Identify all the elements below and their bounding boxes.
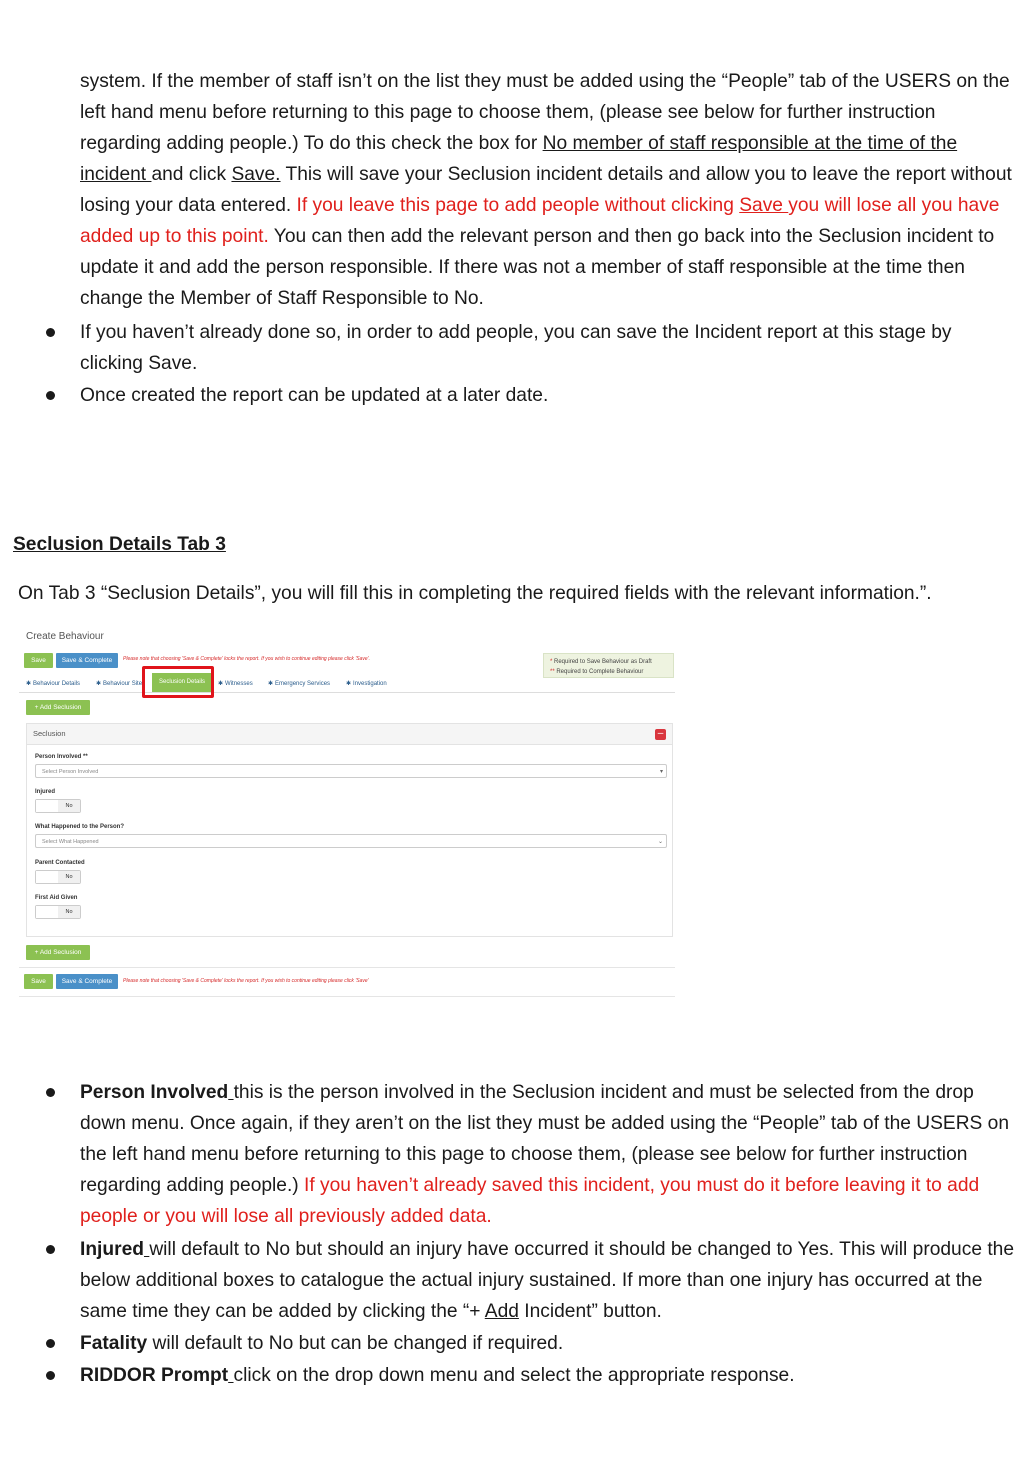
- save-complete-button-bottom[interactable]: Save & Complete: [56, 974, 118, 989]
- chevron-down-icon: ⌄: [657, 839, 663, 845]
- legend-mark: *: [550, 659, 553, 665]
- text-run: click on the drop down menu and select the appropriate response.: [233, 1365, 795, 1386]
- first-aid-label: First Aid Given: [35, 895, 78, 901]
- add-seclusion-button-bottom[interactable]: + Add Seclusion: [26, 945, 90, 960]
- parent-contacted-label: Parent Contacted: [35, 860, 85, 866]
- form-title: Create Behaviour: [26, 631, 104, 642]
- section-heading: Seclusion Details Tab 3: [13, 534, 226, 555]
- tab-investigation[interactable]: ✱ Investigation: [346, 681, 387, 687]
- first-aid-toggle[interactable]: [35, 905, 81, 919]
- text-run: If you haven’t already saved this incident, you must do it before leaving it to add people or you will lose all previously added data.: [80, 1175, 980, 1227]
- what-happened-label: What Happened to the Person?: [35, 824, 125, 830]
- tab-behaviour-site[interactable]: ✱ Behaviour Site: [96, 681, 143, 687]
- text-run: Save.: [231, 164, 281, 185]
- add-seclusion-button[interactable]: + Add Seclusion: [26, 700, 90, 715]
- divider: [19, 967, 675, 968]
- text-run: you will lose all you have added up to this point.: [80, 195, 1000, 247]
- bullet-person-involved: [80, 1077, 1015, 1232]
- what-happened-placeholder: Select What Happened: [42, 839, 99, 845]
- tab-highlight-box: [142, 666, 214, 698]
- injured-label: Injured: [35, 789, 56, 795]
- legend-draft: Required to Save Behaviour as Draft: [554, 659, 652, 665]
- paragraph-continuation: [80, 66, 1015, 314]
- bullet-save-stage: If you haven’t already done so, in order to add people, you can save the Incident report at this stage by clicking Save.: [80, 322, 952, 374]
- text-run: No member of staff responsible at the time of the incident: [80, 133, 958, 185]
- intro-text: On Tab 3 “Seclusion Details”, you will fill this in completing the required fields with the relevant information.”.: [18, 583, 932, 604]
- person-involved-label: Person Involved **: [35, 754, 88, 760]
- save-button-bottom[interactable]: Save: [24, 974, 53, 989]
- panel-header: [27, 724, 672, 745]
- tab-bar: [19, 678, 675, 693]
- toggle-value: No: [58, 871, 80, 883]
- parent-contacted-toggle[interactable]: [35, 870, 81, 884]
- bullet-fatality: [80, 1328, 1015, 1359]
- bullet-injured: [80, 1234, 1015, 1327]
- text-run: will default to No but should an injury have occurred it should be changed to Yes. This will produce the below additional boxes to catalogue the actual injury sustained. If more than one injury has occurred at the same time they can be added by clicking the “+: [80, 1239, 1014, 1322]
- person-involved-select[interactable]: [35, 764, 667, 778]
- toggle-value: No: [58, 800, 80, 812]
- asterisk-icon: ✱: [268, 681, 274, 687]
- text-run: this is the person involved in the Seclusion incident and must be selected from the drop down menu. Once again, if they aren’t on the list they must be added using the “People” tab of the USERS on the left hand menu before returning to this page to choose them, (please see below for further instruction regarding adding people.): [80, 1082, 1010, 1196]
- asterisk-icon: ✱: [346, 681, 352, 687]
- tab-witnesses[interactable]: ✱ Witnesses: [218, 681, 253, 687]
- save-complete-button[interactable]: Save & Complete: [56, 653, 118, 668]
- remove-icon[interactable]: –: [655, 729, 666, 740]
- person-involved-placeholder: Select Person Involved: [42, 769, 99, 775]
- legend-mark: **: [550, 669, 555, 675]
- bullet-update-later: Once created the report can be updated at a later date.: [80, 385, 549, 406]
- seclusion-panel: [26, 723, 673, 937]
- bullet-marker: [46, 1339, 55, 1348]
- asterisk-icon: ✱: [218, 681, 224, 687]
- legend-complete: Required to Complete Behaviour: [556, 669, 644, 675]
- what-happened-select[interactable]: [35, 834, 667, 848]
- asterisk-icon: ✱: [26, 681, 32, 687]
- text-run: If you leave this page to add people without clicking: [296, 195, 740, 216]
- asterisk-icon: ✱: [96, 681, 102, 687]
- tab-emergency-services[interactable]: ✱ Emergency Services: [268, 681, 331, 687]
- text-run: and click: [151, 164, 232, 185]
- divider: [19, 996, 675, 997]
- lock-warning-note: Please note that choosing 'Save & Complete' locks the report. If you wish to continue editing please click 'Save'.: [123, 656, 371, 662]
- bullet-marker: [46, 391, 55, 400]
- text-run: Injured: [80, 1239, 144, 1260]
- panel-title: Seclusion: [33, 729, 66, 738]
- text-run: system. If the member of staff isn’t on the list they must be added using the “People” tab of the USERS on the left hand menu before returning to this page to choose them, (please see below for further instruction regarding adding people.) To do this check the box for: [80, 71, 1010, 154]
- tab-behaviour-details[interactable]: ✱ Behaviour Details: [26, 681, 81, 687]
- tab-seclusion-details[interactable]: Seclusion Details: [152, 673, 212, 692]
- text-run: This will save your Seclusion incident details and allow you to leave the report without losing your data entered.: [80, 164, 1012, 216]
- text-run: Incident” button.: [518, 1301, 662, 1322]
- bullet-marker: [46, 1245, 55, 1254]
- lock-warning-note-bottom: Please note that choosing 'Save & Complete' locks the report. If you wish to continue editing please click 'Save': [123, 978, 369, 984]
- text-run: Save: [739, 195, 789, 216]
- required-legend: [543, 653, 674, 678]
- text-run: Add: [484, 1301, 519, 1322]
- text-run: Person Involved: [80, 1082, 229, 1103]
- text-run: RIDDOR Prompt: [80, 1365, 229, 1386]
- bullet-riddor: [80, 1360, 1015, 1391]
- injured-toggle[interactable]: [35, 799, 81, 813]
- bullet-marker: [46, 1088, 55, 1097]
- save-button[interactable]: Save: [24, 653, 53, 668]
- bullet-marker: [46, 328, 55, 337]
- create-behaviour-screenshot: [19, 626, 675, 1002]
- chevron-down-icon: ▾: [659, 769, 663, 775]
- text-run: Fatality: [80, 1333, 148, 1354]
- bullet-marker: [46, 1371, 55, 1380]
- text-run: You can then add the relevant person and then go back into the Seclusion incident to update it and add the person responsible. If there was not a member of staff responsible at the time then change the Member of Staff Responsible to No.: [80, 226, 995, 309]
- toggle-value: No: [58, 906, 80, 918]
- text-run: will default to No but can be changed if required.: [147, 1333, 564, 1354]
